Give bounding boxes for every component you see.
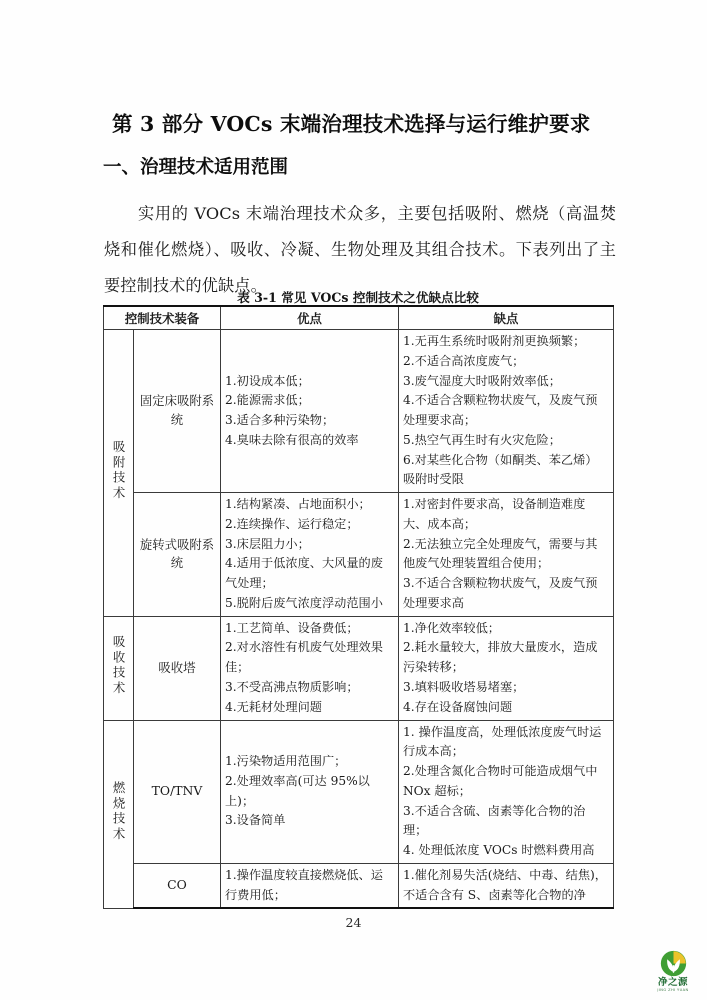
- pros-item: 2.能源需求低；: [225, 393, 310, 408]
- table-header-row: [104, 306, 614, 330]
- pros-item: 2.处理效率高(可达 95%以上)；: [225, 773, 370, 808]
- cons-item: 4. 处理低浓度 VOCs 时燃料费用高: [403, 843, 595, 858]
- comparison-table-wrapper: [103, 305, 613, 909]
- cons-item: 1.催化剂易失活(烧结、中毒、结焦)，: [403, 867, 607, 882]
- cons-cell: [399, 863, 614, 908]
- device-cell: TO/TNV: [134, 720, 221, 863]
- pros-item: 4.适用于低浓度、大风量的废气处理；: [225, 556, 383, 591]
- pros-item: 2.对水溶性有机废气处理效果佳；: [225, 640, 383, 675]
- pros-item: 5.脱附后废气浓度浮动范围小: [225, 595, 383, 610]
- category-label: 吸收技术: [111, 635, 127, 697]
- footer-logo: [648, 950, 698, 994]
- category-cell-adsorption: [104, 330, 134, 617]
- logo-name-pinyin: JING ZHI YUAN: [657, 987, 689, 992]
- pros-item: 1.操作温度较直接燃烧低、运行费用低；: [225, 867, 383, 902]
- cons-item: 5.热空气再生时有火灾危险；: [403, 432, 561, 447]
- cons-item: 3.不适合含颗粒物状废气，及废气预处理要求高: [403, 576, 598, 610]
- vocs-comparison-table: [103, 305, 614, 909]
- category-label: 吸附技术: [111, 440, 127, 502]
- leaf-circle-logo-icon: [660, 950, 687, 977]
- header-category: 控制技术装备: [104, 306, 221, 330]
- cons-cell: [399, 720, 614, 863]
- pros-item: 3.适合多种污染物；: [225, 413, 335, 428]
- cons-item: 2.处理含氮化合物时可能造成烟气中 NOx 超标；: [403, 764, 598, 798]
- table-row: [104, 330, 614, 493]
- pros-item: 1.污染物适用范围广；: [225, 754, 347, 769]
- section-heading: 一、治理技术适用范围: [103, 157, 289, 179]
- header-cons: 缺点: [399, 306, 614, 330]
- logo-name-cn: 净之源: [657, 977, 688, 988]
- page-number: 24: [345, 915, 362, 930]
- pros-cell: [221, 863, 399, 908]
- category-cell-absorption: [104, 616, 134, 720]
- table-row: [104, 720, 614, 863]
- pros-cell: [221, 330, 399, 493]
- cons-item: 1.净化效率较低；: [403, 620, 500, 635]
- cons-item: 6.对某些化合物（如酮类、苯乙烯）吸附时受限: [403, 452, 598, 487]
- pros-item: 2.连续操作、运行稳定；: [225, 516, 359, 531]
- body-paragraph: 实用的 VOCs 末端治理技术众多，主要包括吸附、燃烧（高温焚烧和催化燃烧）、吸收、冷凝、生物处理及其组合技术。下表列出了主要控制技术的优缺点。: [104, 204, 616, 296]
- pros-item: 1.工艺简单、设备费低；: [225, 620, 359, 635]
- device-cell: 吸收塔: [134, 616, 221, 720]
- device-cell: CO: [134, 863, 221, 908]
- cons-item: 1. 操作温度高，处理低浓度废气时运行成本高；: [403, 724, 602, 759]
- table-row: [104, 493, 614, 617]
- cons-item: 3.废气湿度大时吸附效率低；: [403, 373, 561, 388]
- table-row: [104, 616, 614, 720]
- pros-cell: [221, 616, 399, 720]
- pros-item: 3.设备简单: [225, 813, 286, 828]
- cons-item: 不适合含有 S、卤素等化合物的净: [403, 887, 586, 902]
- pros-item: 1.初设成本低；: [225, 373, 310, 388]
- page-title: 第 3 部分 VOCs 末端治理技术选择与运行维护要求: [112, 111, 591, 136]
- header-pros: 优点: [221, 306, 399, 330]
- pros-item: 4.臭味去除有很高的效率: [225, 432, 359, 447]
- cons-item: 1.无再生系统时吸附剂更换频繁；: [403, 334, 586, 348]
- cons-item: 3.不适合含硫、卤素等化合物的治理；: [403, 803, 586, 838]
- pros-cell: [221, 493, 399, 617]
- cons-cell: [399, 493, 614, 617]
- table-row: [104, 863, 614, 908]
- cons-item: 4.不适合含颗粒物状废气，及废气预处理要求高；: [403, 393, 598, 428]
- cons-item: 2.无法独立完全处理废气，需要与其他废气处理装置组合使用；: [403, 536, 598, 571]
- pros-item: 3.床层阻力小；: [225, 536, 310, 551]
- table-caption: 表 3-1 常见 VOCs 控制技术之优缺点比较: [237, 290, 479, 305]
- category-label: 燃烧技术: [111, 781, 127, 844]
- pros-item: 4.无耗材处理问题: [225, 699, 322, 714]
- pros-item: 3.不受高沸点物质影响；: [225, 680, 359, 695]
- pros-item: 1.结构紧凑、占地面积小；: [225, 497, 371, 512]
- cons-item: 1.对密封件要求高，设备制造难度大、成本高；: [403, 497, 586, 531]
- category-cell-combustion: [104, 720, 134, 908]
- cons-item: 4.存在设备腐蚀问题: [403, 699, 513, 714]
- device-cell: 固定床吸附系统: [134, 330, 221, 493]
- cons-cell: [399, 330, 614, 493]
- device-cell: 旋转式吸附系统: [134, 493, 221, 617]
- pros-cell: [221, 720, 399, 863]
- cons-item: 3.填料吸收塔易堵塞；: [403, 680, 525, 695]
- cons-item: 2.不适合高浓度废气；: [403, 353, 525, 368]
- cons-cell: [399, 616, 614, 720]
- cons-item: 2.耗水量较大，排放大量废水，造成污染转移；: [403, 640, 598, 675]
